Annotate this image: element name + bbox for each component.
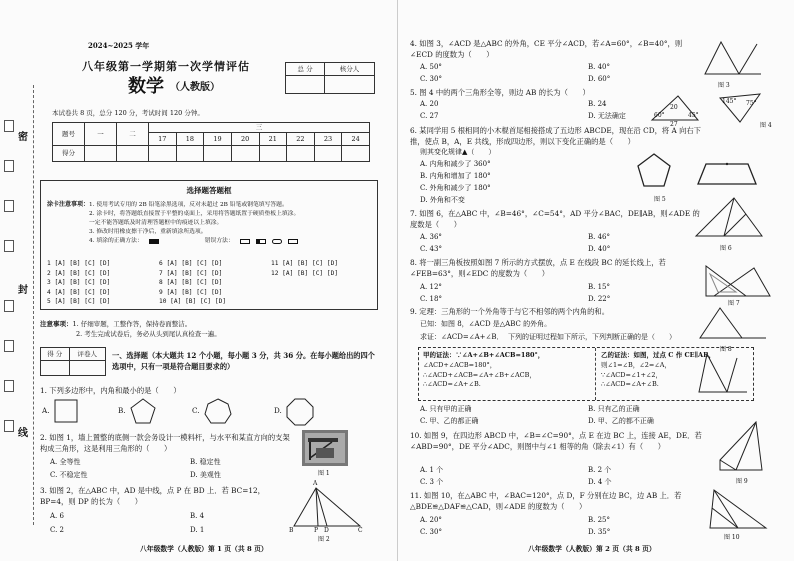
fig4-angle-60: 60° xyxy=(654,112,665,119)
q9-prove: 求证：∠ACD=∠A+∠B． xyxy=(420,333,504,341)
wrong-fill-sample xyxy=(256,239,266,244)
q1-options xyxy=(40,398,380,428)
q11-option-b[interactable]: B. 25° xyxy=(588,516,611,524)
score-cell[interactable] xyxy=(314,146,342,162)
score-table-subcol: 18 xyxy=(176,133,204,146)
attention-label: 注意事项： xyxy=(40,320,73,328)
q10-option-a[interactable]: A. 1 个 xyxy=(420,466,444,474)
bubble-question[interactable]: 6 [A] [B] [C] [D] xyxy=(159,260,223,267)
q7-option-a[interactable]: A. 36° xyxy=(420,233,442,241)
figure-9-label: 图 9 xyxy=(736,478,748,485)
subject-title: 数学 xyxy=(128,76,164,97)
margin-box xyxy=(4,380,14,392)
proof-b-line: ∴∠ACD=∠A+∠B. xyxy=(601,380,659,389)
notice-line: 一定不能答题纸及时清理答题框中的痕迹以上填涂。 xyxy=(89,219,223,226)
bubble-question[interactable]: 4 [A] [B] [C] [D] xyxy=(47,288,111,296)
total-score-cell[interactable] xyxy=(286,76,325,94)
bubble-question[interactable]: 2 [A] [B] [C] [D] xyxy=(47,269,111,277)
q9-option-d[interactable]: D. 甲、乙的都不正确 xyxy=(588,417,654,425)
bubble-question[interactable]: 5 [A] [B] [C] [D] xyxy=(47,298,111,306)
q8-option-b[interactable]: B. 15° xyxy=(588,283,611,291)
q9-option-a[interactable]: A. 只有甲的正确 xyxy=(420,405,472,413)
grader-name-label: 评卷人 xyxy=(69,348,105,361)
score-table-subcol: 22 xyxy=(287,133,315,146)
score-cell[interactable] xyxy=(259,146,287,162)
binding-margin xyxy=(0,0,38,561)
notice-line: 1. 使用考试专用的 2B 铅笔涂黑选项，反对未超过 2B 铅笔或钢笔填写答题。 xyxy=(89,202,288,208)
q6-option-d[interactable]: D. 外角和不变 xyxy=(420,196,465,204)
q2-option-c[interactable]: C. 不稳定性 xyxy=(50,471,88,479)
score-cell[interactable] xyxy=(342,146,370,162)
score-table-subcol: 24 xyxy=(342,133,370,146)
score-cell[interactable] xyxy=(85,146,117,162)
proof-a-line: ∴∠ACD=∠A+∠B. xyxy=(423,380,481,389)
fill-method-row xyxy=(89,237,373,246)
wrong-fill-sample xyxy=(240,239,250,244)
margin-box xyxy=(4,240,14,252)
footer-left: 八年级数学（人教版）第 1 页（共 8 页） xyxy=(140,544,268,553)
q8-option-a[interactable]: A. 12° xyxy=(420,283,442,291)
checker-cell[interactable] xyxy=(325,76,375,94)
bubble-question[interactable]: 7 [A] [B] [C] [D] xyxy=(159,269,223,277)
q1-option-b[interactable]: B. xyxy=(118,406,126,415)
fig2-point-b: B xyxy=(289,527,294,534)
question-2: 2. 如图 1，墙上置整的底侧一款会务设计一模料杆，与水平和某直方向的支架构成三角形，这是利用三角形的（ ） xyxy=(40,433,290,454)
q5-option-d[interactable]: D. 无法确定 xyxy=(588,112,626,120)
q4-option-c[interactable]: C. 30° xyxy=(420,75,442,83)
pentagon-to-quad-figure-5 xyxy=(636,152,776,192)
triangle-figure-2 xyxy=(292,484,362,532)
notice-line: 4. 填涂的正确方法： xyxy=(89,237,143,244)
q9-option-c[interactable]: C. 甲、乙的都正确 xyxy=(420,417,479,425)
fig4-angle-75: 75° xyxy=(746,100,757,107)
answer-sheet-box xyxy=(40,180,378,310)
triangle-figure-10 xyxy=(708,486,770,532)
correct-fill-sample xyxy=(149,239,159,244)
question-8: 8. 将一副三角板按照如图 7 所示的方式摆放，点 E 在线段 BC 的延长线上，若∠FEB=63°，则∠EDC 的度数为（ ） xyxy=(410,258,666,279)
question-9: 9. 定理：三角形的一个外角等于与它不相邻的两个内角的和。 xyxy=(410,307,609,316)
bubble-row xyxy=(47,278,377,288)
margin-box xyxy=(4,200,14,212)
q9-given: 已知：如图 8，∠ACD 是△ABC 的外角。 xyxy=(420,320,552,328)
section1-heading: 一、选择题（本大题共 12 个小题，每小题 3 分，共 36 分。在每小题给出的四个选项中，只有一项是符合题目要求的） xyxy=(112,351,375,372)
figure-3-label: 图 3 xyxy=(718,82,730,89)
bubble-question[interactable]: 8 [A] [B] [C] [D] xyxy=(159,279,223,287)
q10-option-b[interactable]: B. 2 个 xyxy=(588,466,612,474)
fig4-side-27: 27 xyxy=(670,121,678,128)
question-5: 5. 图 4 中的两个三角形全等，则边 AB 的长为（ ） xyxy=(410,88,590,97)
proof-b-line: 则∠1=∠B，∠2=∠A， xyxy=(601,360,671,369)
fig4-angle-45: 45° xyxy=(688,112,699,119)
q1-option-a[interactable]: A. xyxy=(42,406,50,415)
bubble-row xyxy=(47,259,377,269)
attention-block xyxy=(40,320,221,340)
score-cell[interactable] xyxy=(149,146,177,162)
triangle-figure-8 xyxy=(698,306,768,342)
q10-option-d[interactable]: D. 4 个 xyxy=(588,478,612,486)
attention-line: 1. 仔细审题，工整作答，保持卷面整洁。 xyxy=(72,320,192,328)
bubble-question[interactable]: 11 [A] [B] [C] [D] xyxy=(271,260,339,267)
notice-line: 3. 修改时用橡皮擦干净后，重新填涂所选项。 xyxy=(89,228,207,235)
score-cell[interactable] xyxy=(287,146,315,162)
proof-b-line: ∵∠ACD=∠1+∠2， xyxy=(601,370,663,379)
q3-option-c[interactable]: C. 2 xyxy=(50,526,65,534)
notice-lines xyxy=(89,201,373,246)
set-squares-figure-7 xyxy=(704,262,774,298)
figure-5-label: 图 5 xyxy=(654,196,666,203)
q6-option-a[interactable]: A. 内角和减少了 360° xyxy=(420,160,491,168)
score-table xyxy=(52,122,370,162)
q5-option-b[interactable]: B. 24 xyxy=(588,100,607,108)
margin-box xyxy=(4,120,14,132)
fig2-point-a: A xyxy=(313,480,318,487)
wrong-fill-sample xyxy=(288,239,298,244)
q7-option-c[interactable]: C. 43° xyxy=(420,245,442,253)
q6-option-c[interactable]: C. 外角和减少了 180° xyxy=(420,184,491,192)
margin-box xyxy=(4,420,14,432)
quadrilateral-figure-9 xyxy=(716,420,766,476)
question-1: 1. 下列多边形中，内角和最小的是（ ） xyxy=(40,386,181,395)
score-table-subcol: 17 xyxy=(149,133,177,146)
exam-note: 本试卷共 8 页，总分 120 分，考试时间 120 分钟。 xyxy=(52,109,204,117)
score-table-col-one: 一 xyxy=(85,123,117,146)
footer-right: 八年级数学（人教版）第 2 页（共 8 页） xyxy=(528,544,656,553)
score-table-subcol: 23 xyxy=(314,133,342,146)
grader-score-label: 得 分 xyxy=(41,348,70,361)
triangle-figure-6 xyxy=(694,196,764,240)
q2-option-b[interactable]: B. 稳定性 xyxy=(190,458,221,466)
proof-divider xyxy=(595,348,596,400)
bubble-question[interactable]: 9 [A] [B] [C] [D] xyxy=(159,288,223,296)
q5-option-a[interactable]: A. 20 xyxy=(420,100,439,108)
total-score-box xyxy=(285,62,375,94)
seal-line xyxy=(33,85,34,525)
fig2-point-d: D xyxy=(324,527,329,534)
figure-4-label: 图 4 xyxy=(760,122,772,129)
grader-box xyxy=(40,347,106,376)
q4-option-d[interactable]: D. 60° xyxy=(588,75,611,83)
q6-option-b[interactable]: B. 内角和增加了 180° xyxy=(420,172,491,180)
figure-1-label: 图 1 xyxy=(318,470,330,477)
grader-score-cell[interactable] xyxy=(41,361,70,376)
grader-name-cell[interactable] xyxy=(69,361,105,376)
q4-option-b[interactable]: B. 40° xyxy=(588,63,611,71)
score-cell[interactable] xyxy=(176,146,204,162)
q4-option-a[interactable]: A. 50° xyxy=(420,63,442,71)
proof-a-line: ∴∠ACD+∠ACB=∠A+∠B+∠ACB， xyxy=(423,370,536,379)
bubble-question[interactable]: 1 [A] [B] [C] [D] xyxy=(47,260,111,267)
figure-10-label: 图 10 xyxy=(724,534,740,541)
q3-option-a[interactable]: A. 6 xyxy=(50,512,64,520)
q1-option-c[interactable]: C. xyxy=(192,406,200,415)
edition-label: （人教版） xyxy=(170,82,220,93)
question-7: 7. 如图 6，在△ABC 中，∠B=46°，∠C=54°，AD 平分∠BAC，DE∥AB，则∠ADE 的度数是（ ） xyxy=(410,209,700,230)
bubble-question[interactable]: 12 [A] [B] [C] [D] xyxy=(271,269,339,277)
q1-option-d[interactable]: D. xyxy=(274,406,282,415)
pentagon-icon xyxy=(130,398,156,424)
figure-2-label: 图 2 xyxy=(318,536,330,543)
score-table-subcol: 21 xyxy=(259,133,287,146)
q5-option-c[interactable]: C. 27 xyxy=(420,112,439,120)
question-3: 3. 如图 2，在△ABC 中，AD 是中线，点 P 在 BD 上．若 BC=12，BP=4，则 DP 的长为（ ） xyxy=(40,486,265,507)
q2-option-a[interactable]: A. 全等性 xyxy=(50,458,81,466)
total-score-label: 总 分 xyxy=(286,63,325,76)
proof-a xyxy=(423,351,544,390)
school-year: 2024~2025 学年 xyxy=(88,41,150,50)
q3-option-d[interactable]: D. 1 xyxy=(190,526,205,534)
congruent-triangles-figure-4 xyxy=(648,90,778,126)
q11-option-d[interactable]: D. 35° xyxy=(588,528,611,536)
score-table-row1-label: 题号 xyxy=(53,123,85,146)
proof-b-title: 乙的证法：如图，过点 C 作 CE∥AB， xyxy=(601,351,716,359)
proof-a-line: ∠ACD+∠ACB=180°， xyxy=(423,360,497,369)
figure-8-label: 图 8 xyxy=(720,346,732,353)
proof-box xyxy=(418,347,754,401)
score-cell[interactable] xyxy=(117,146,149,162)
checker-label: 核分人 xyxy=(325,63,375,76)
score-cell[interactable] xyxy=(204,146,232,162)
bubble-row xyxy=(47,297,377,307)
bubble-row xyxy=(47,269,377,279)
question-11: 11. 如图 10，在△ABC 中，∠BAC=120°，点 D，F 分别在边 BC，边 AB 上．若△BDE≌△DAF≌△CAD，则∠ADE 的度数为（ ） xyxy=(410,491,682,512)
bubble-question[interactable]: 3 [A] [B] [C] [D] xyxy=(47,279,111,287)
score-table-col-three: 三 xyxy=(149,123,370,133)
score-table-row2-label: 得分 xyxy=(53,146,85,162)
answer-box-title: 选择题答题框 xyxy=(186,186,232,195)
page-right xyxy=(397,0,794,561)
figure-7-label: 图 7 xyxy=(728,300,740,307)
fig2-point-p: P xyxy=(314,527,319,534)
score-table-col-two: 二 xyxy=(117,123,149,146)
notice-label: 涂卡注意事项： xyxy=(47,201,90,208)
q11-option-c[interactable]: C. 30° xyxy=(420,528,442,536)
proof-b-figure xyxy=(697,352,749,396)
shelf-photo-icon xyxy=(302,430,348,466)
question-4: 4. 如图 3，∠ACD 是△ABC 的外角，CE 平分∠ACD，若∠A=60°，∠B=40°，则∠ECD 的度数为（ ） xyxy=(410,39,683,60)
octagon-icon xyxy=(286,398,314,426)
q9-prompt: 下列的证明过程如下所示，下列判断正确的是（ ） xyxy=(508,333,676,341)
q8-option-c[interactable]: C. 18° xyxy=(420,295,442,303)
margin-char-xian: 线 xyxy=(18,428,28,439)
q8-option-d[interactable]: D. 22° xyxy=(588,295,611,303)
question-6: 6. 某同学用 5 根相同的小木棍首尾相接搭成了五边形 ABCDE，现在沿 CD，将 A 向右下推，使点 B，A，E 共线，形成四边形，则以下变化正确的是（ ） xyxy=(410,126,701,147)
q7-option-b[interactable]: B. 46° xyxy=(588,233,611,241)
margin-box xyxy=(4,160,14,172)
q10-option-c[interactable]: C. 3 个 xyxy=(420,478,444,486)
margin-char-mi: 密 xyxy=(18,132,28,143)
triangle-figure-3 xyxy=(703,40,763,80)
question-10: 10. 如图 9，在四边形 ABCD 中，∠B=∠C=90°，点 E 在边 BC 上，连接 AE，DE．若∠ABD=90°，DE 平分∠ADC，则图中与∠1 相等的角（除去∠1）有（ ） xyxy=(410,431,702,452)
bubble-row xyxy=(47,288,377,298)
square-icon xyxy=(54,398,78,424)
q6-subtext: 则其变化规律▲（ ） xyxy=(420,148,496,156)
q9-option-b[interactable]: B. 只有乙的正确 xyxy=(588,405,640,413)
bubble-question[interactable]: 10 [A] [B] [C] [D] xyxy=(159,298,227,306)
notice-line: 2. 涂卡时，将答题纸直接置于平整的桌面上，采用将答题纸置于硬质垫板上填涂。 xyxy=(89,210,300,217)
attention-line: 2. 考生完成试卷后，务必从头到尾认真检查一遍。 xyxy=(76,329,221,338)
heptagon-icon xyxy=(204,398,232,426)
score-table-subcol: 19 xyxy=(204,133,232,146)
q11-option-a[interactable]: A. 20° xyxy=(420,516,442,524)
wrong-fill-sample xyxy=(272,239,282,244)
exam-title: 八年级第一学期第一次学情评估 xyxy=(82,60,250,73)
margin-char-feng: 封 xyxy=(18,285,28,296)
bubble-grid xyxy=(47,259,377,307)
fig4-side-20: 20 xyxy=(670,104,678,111)
figure-6-label: 图 6 xyxy=(720,245,732,252)
q3-option-b[interactable]: B. 4 xyxy=(190,512,205,520)
score-table-subcol: 20 xyxy=(231,133,259,146)
fig4-angle-145: 145° xyxy=(722,98,737,105)
fig2-point-c: C xyxy=(358,527,363,534)
q2-option-d[interactable]: D. 美观性 xyxy=(190,471,221,479)
q7-option-d[interactable]: D. 40° xyxy=(588,245,611,253)
proof-a-title: 甲的证法：∵∠A+∠B+∠ACB=180°， xyxy=(423,351,545,359)
wrong-method-label: 错误方法： xyxy=(204,237,234,244)
score-cell[interactable] xyxy=(231,146,259,162)
margin-box xyxy=(4,340,14,352)
margin-box xyxy=(4,300,14,312)
